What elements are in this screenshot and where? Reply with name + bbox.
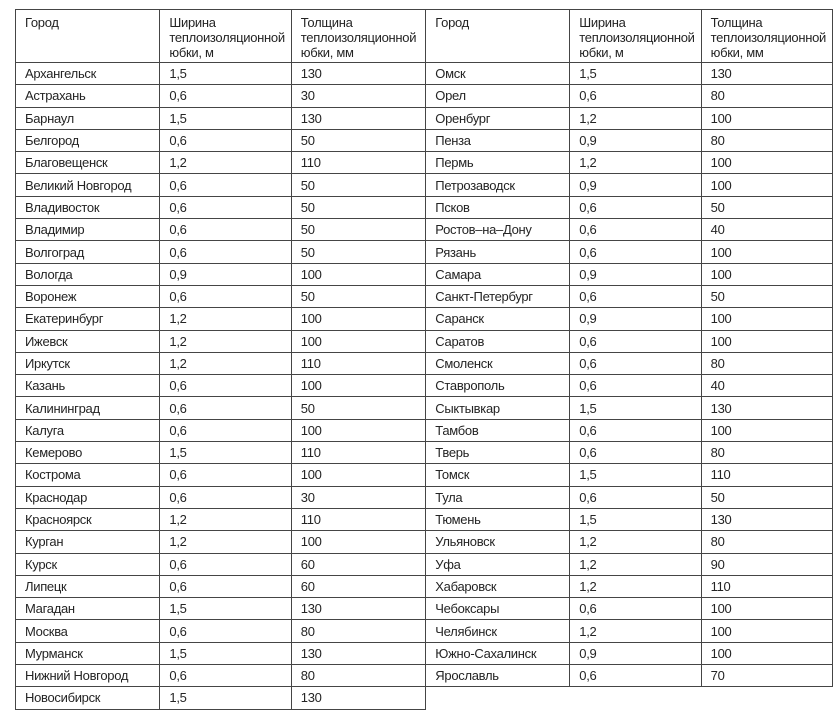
city-cell: Уфа: [426, 553, 570, 575]
city-cell: Новосибирск: [16, 687, 160, 709]
skirt-width-cell: 1,2: [570, 152, 701, 174]
city-cell: Кострома: [16, 464, 160, 486]
skirt-thickness-cell: 50: [701, 285, 832, 307]
skirt-thickness-cell: 30: [291, 486, 426, 508]
right-table-header: [426, 10, 833, 63]
table-row: [16, 553, 426, 575]
skirt-width-cell: 1,2: [160, 330, 291, 352]
table-row: [16, 575, 426, 597]
table-row: [16, 687, 426, 709]
skirt-width-cell: 0,6: [160, 665, 291, 687]
skirt-width-cell: 0,6: [570, 196, 701, 218]
skirt-width-cell: 1,5: [570, 397, 701, 419]
city-cell: Санкт-Петербург: [426, 285, 570, 307]
skirt-thickness-cell: 50: [291, 397, 426, 419]
skirt-width-cell: 1,5: [160, 107, 291, 129]
skirt-thickness-cell: 50: [291, 285, 426, 307]
table-row: [426, 174, 833, 196]
table-row: [16, 308, 426, 330]
skirt-width-cell: 1,5: [570, 508, 701, 530]
table-row: [426, 196, 833, 218]
skirt-width-cell: 0,6: [160, 575, 291, 597]
city-cell: Барнаул: [16, 107, 160, 129]
city-cell: Оренбург: [426, 107, 570, 129]
header-skirt-thickness: Толщина теплоизоляционной юбки, мм: [701, 10, 832, 63]
city-cell: Псков: [426, 196, 570, 218]
city-cell: Архангельск: [16, 63, 160, 85]
city-cell: Тула: [426, 486, 570, 508]
skirt-thickness-cell: 100: [291, 308, 426, 330]
city-cell: Тверь: [426, 442, 570, 464]
city-cell: Смоленск: [426, 352, 570, 374]
table-row: [16, 285, 426, 307]
skirt-thickness-cell: 50: [291, 219, 426, 241]
skirt-width-cell: 1,2: [570, 107, 701, 129]
skirt-width-cell: 0,6: [160, 196, 291, 218]
city-cell: Иркутск: [16, 352, 160, 374]
table-row: [16, 263, 426, 285]
tables-container: [15, 9, 833, 710]
table-row: [16, 397, 426, 419]
skirt-thickness-cell: 40: [701, 375, 832, 397]
skirt-thickness-cell: 80: [701, 531, 832, 553]
skirt-thickness-cell: 130: [291, 107, 426, 129]
city-cell: Нижний Новгород: [16, 665, 160, 687]
city-cell: Тюмень: [426, 508, 570, 530]
skirt-width-cell: 0,6: [160, 285, 291, 307]
skirt-width-cell: 0,9: [160, 263, 291, 285]
skirt-width-cell: 1,2: [570, 575, 701, 597]
table-row: [16, 352, 426, 374]
table-row: [426, 508, 833, 530]
table-row: [426, 575, 833, 597]
skirt-width-cell: 0,9: [570, 642, 701, 664]
skirt-thickness-cell: 80: [701, 129, 832, 151]
skirt-width-cell: 1,2: [160, 508, 291, 530]
header-skirt-width: Ширина теплоизоляционной юбки, м: [570, 10, 701, 63]
skirt-width-cell: 0,6: [160, 486, 291, 508]
table-row: [426, 308, 833, 330]
skirt-thickness-cell: 130: [291, 687, 426, 709]
skirt-width-cell: 1,2: [160, 308, 291, 330]
skirt-width-cell: 0,6: [160, 219, 291, 241]
skirt-width-cell: 0,6: [160, 397, 291, 419]
skirt-thickness-cell: 130: [701, 63, 832, 85]
skirt-width-cell: 0,6: [160, 174, 291, 196]
city-cell: Москва: [16, 620, 160, 642]
header-row: [16, 10, 426, 63]
city-cell: Саранск: [426, 308, 570, 330]
skirt-thickness-cell: 50: [701, 196, 832, 218]
header-row: [426, 10, 833, 63]
city-cell: Волгоград: [16, 241, 160, 263]
skirt-thickness-cell: 50: [291, 241, 426, 263]
table-row: [426, 285, 833, 307]
skirt-thickness-cell: 100: [291, 531, 426, 553]
skirt-width-cell: 1,5: [160, 442, 291, 464]
skirt-width-cell: 1,5: [160, 687, 291, 709]
skirt-thickness-cell: 130: [701, 397, 832, 419]
skirt-thickness-cell: 60: [291, 553, 426, 575]
skirt-thickness-cell: 100: [291, 464, 426, 486]
city-cell: Владимир: [16, 219, 160, 241]
skirt-width-cell: 1,5: [160, 642, 291, 664]
skirt-thickness-cell: 110: [291, 352, 426, 374]
left-table-body: [16, 63, 426, 710]
table-row: [426, 263, 833, 285]
city-cell: Чебоксары: [426, 598, 570, 620]
table-row: [16, 85, 426, 107]
table-row: [16, 330, 426, 352]
skirt-thickness-cell: 110: [701, 575, 832, 597]
city-cell: Краснодар: [16, 486, 160, 508]
city-cell: Курск: [16, 553, 160, 575]
skirt-width-cell: 0,6: [570, 241, 701, 263]
city-skirt-table-left: [15, 9, 426, 710]
table-row: [426, 241, 833, 263]
skirt-thickness-cell: 90: [701, 553, 832, 575]
right-table-body: [426, 63, 833, 687]
skirt-thickness-cell: 110: [291, 152, 426, 174]
city-cell: Южно-Сахалинск: [426, 642, 570, 664]
city-cell: Кемерово: [16, 442, 160, 464]
table-row: [426, 620, 833, 642]
skirt-width-cell: 0,6: [570, 419, 701, 441]
table-row: [16, 598, 426, 620]
skirt-thickness-cell: 100: [701, 263, 832, 285]
city-cell: Пенза: [426, 129, 570, 151]
city-skirt-table-right: [425, 9, 833, 687]
skirt-width-cell: 0,6: [570, 352, 701, 374]
city-cell: Ставрополь: [426, 375, 570, 397]
skirt-width-cell: 0,6: [570, 598, 701, 620]
skirt-thickness-cell: 130: [291, 63, 426, 85]
skirt-thickness-cell: 50: [701, 486, 832, 508]
table-row: [426, 330, 833, 352]
city-cell: Ярославль: [426, 665, 570, 687]
table-row: [16, 129, 426, 151]
skirt-thickness-cell: 70: [701, 665, 832, 687]
skirt-width-cell: 0,6: [570, 665, 701, 687]
skirt-thickness-cell: 110: [291, 442, 426, 464]
table-row: [16, 665, 426, 687]
city-cell: Саратов: [426, 330, 570, 352]
skirt-width-cell: 0,6: [160, 553, 291, 575]
skirt-width-cell: 1,5: [570, 63, 701, 85]
city-cell: Омск: [426, 63, 570, 85]
skirt-thickness-cell: 60: [291, 575, 426, 597]
city-cell: Томск: [426, 464, 570, 486]
city-cell: Калининград: [16, 397, 160, 419]
table-row: [16, 219, 426, 241]
city-cell: Рязань: [426, 241, 570, 263]
skirt-thickness-cell: 50: [291, 174, 426, 196]
skirt-thickness-cell: 50: [291, 129, 426, 151]
city-cell: Орел: [426, 85, 570, 107]
skirt-thickness-cell: 100: [701, 152, 832, 174]
header-skirt-thickness: Толщина теплоизоляционной юбки, мм: [291, 10, 426, 63]
city-cell: Магадан: [16, 598, 160, 620]
left-table-header: [16, 10, 426, 63]
table-row: [426, 107, 833, 129]
skirt-width-cell: 0,6: [570, 375, 701, 397]
table-row: [16, 196, 426, 218]
city-cell: Челябинск: [426, 620, 570, 642]
skirt-width-cell: 0,6: [570, 330, 701, 352]
skirt-thickness-cell: 100: [701, 419, 832, 441]
skirt-thickness-cell: 100: [701, 598, 832, 620]
table-row: [426, 397, 833, 419]
city-cell: Белгород: [16, 129, 160, 151]
table-row: [426, 464, 833, 486]
city-cell: Ростов–на–Дону: [426, 219, 570, 241]
city-cell: Красноярск: [16, 508, 160, 530]
city-cell: Сыктывкар: [426, 397, 570, 419]
skirt-width-cell: 0,6: [160, 375, 291, 397]
skirt-thickness-cell: 80: [291, 665, 426, 687]
skirt-width-cell: 0,6: [570, 219, 701, 241]
city-cell: Воронеж: [16, 285, 160, 307]
skirt-width-cell: 1,5: [160, 598, 291, 620]
table-row: [426, 129, 833, 151]
city-cell: Владивосток: [16, 196, 160, 218]
skirt-thickness-cell: 40: [701, 219, 832, 241]
table-row: [16, 486, 426, 508]
table-row: [16, 174, 426, 196]
table-row: [426, 419, 833, 441]
skirt-width-cell: 0,9: [570, 263, 701, 285]
skirt-width-cell: 0,6: [570, 486, 701, 508]
table-row: [16, 241, 426, 263]
skirt-thickness-cell: 100: [291, 375, 426, 397]
skirt-width-cell: 0,6: [570, 285, 701, 307]
skirt-thickness-cell: 80: [701, 352, 832, 374]
skirt-thickness-cell: 110: [291, 508, 426, 530]
table-row: [426, 553, 833, 575]
skirt-width-cell: 0,6: [160, 129, 291, 151]
skirt-width-cell: 0,6: [160, 620, 291, 642]
table-row: [426, 375, 833, 397]
header-city: Город: [16, 10, 160, 63]
table-row: [426, 63, 833, 85]
skirt-thickness-cell: 130: [701, 508, 832, 530]
skirt-width-cell: 1,5: [570, 464, 701, 486]
table-row: [426, 352, 833, 374]
city-cell: Петрозаводск: [426, 174, 570, 196]
city-cell: Астрахань: [16, 85, 160, 107]
city-cell: Калуга: [16, 419, 160, 441]
skirt-width-cell: 0,9: [570, 308, 701, 330]
skirt-thickness-cell: 100: [701, 241, 832, 263]
table-row: [16, 531, 426, 553]
skirt-thickness-cell: 100: [701, 107, 832, 129]
skirt-thickness-cell: 100: [291, 419, 426, 441]
table-row: [426, 442, 833, 464]
city-cell: Хабаровск: [426, 575, 570, 597]
skirt-thickness-cell: 50: [291, 196, 426, 218]
table-row: [426, 598, 833, 620]
skirt-width-cell: 0,6: [160, 419, 291, 441]
table-row: [426, 85, 833, 107]
table-row: [16, 508, 426, 530]
skirt-width-cell: 1,2: [570, 553, 701, 575]
header-city: Город: [426, 10, 570, 63]
skirt-thickness-cell: 100: [701, 174, 832, 196]
table-row: [16, 620, 426, 642]
skirt-thickness-cell: 100: [291, 263, 426, 285]
table-row: [426, 486, 833, 508]
skirt-thickness-cell: 80: [291, 620, 426, 642]
skirt-width-cell: 1,2: [160, 352, 291, 374]
skirt-width-cell: 1,2: [160, 152, 291, 174]
city-cell: Ижевск: [16, 330, 160, 352]
skirt-width-cell: 0,9: [570, 174, 701, 196]
city-cell: Самара: [426, 263, 570, 285]
skirt-width-cell: 1,5: [160, 63, 291, 85]
city-cell: Вологда: [16, 263, 160, 285]
skirt-thickness-cell: 100: [701, 620, 832, 642]
city-cell: Благовещенск: [16, 152, 160, 174]
city-cell: Казань: [16, 375, 160, 397]
skirt-width-cell: 0,6: [570, 442, 701, 464]
table-row: [16, 63, 426, 85]
table-row: [16, 464, 426, 486]
city-cell: Екатеринбург: [16, 308, 160, 330]
table-row: [16, 107, 426, 129]
skirt-thickness-cell: 100: [291, 330, 426, 352]
skirt-thickness-cell: 100: [701, 330, 832, 352]
table-row: [16, 419, 426, 441]
table-row: [16, 642, 426, 664]
skirt-thickness-cell: 100: [701, 642, 832, 664]
city-cell: Липецк: [16, 575, 160, 597]
skirt-width-cell: 1,2: [570, 620, 701, 642]
header-skirt-width: Ширина теплоизоляционной юбки, м: [160, 10, 291, 63]
skirt-width-cell: 0,6: [160, 85, 291, 107]
skirt-width-cell: 1,2: [570, 531, 701, 553]
skirt-width-cell: 0,6: [160, 241, 291, 263]
skirt-thickness-cell: 80: [701, 442, 832, 464]
table-row: [16, 152, 426, 174]
table-row: [426, 665, 833, 687]
table-row: [426, 219, 833, 241]
skirt-width-cell: 0,9: [570, 129, 701, 151]
city-cell: Ульяновск: [426, 531, 570, 553]
table-row: [426, 642, 833, 664]
city-cell: Курган: [16, 531, 160, 553]
city-cell: Мурманск: [16, 642, 160, 664]
table-row: [16, 375, 426, 397]
skirt-thickness-cell: 110: [701, 464, 832, 486]
skirt-thickness-cell: 130: [291, 642, 426, 664]
city-cell: Великий Новгород: [16, 174, 160, 196]
table-row: [16, 442, 426, 464]
table-row: [426, 531, 833, 553]
skirt-thickness-cell: 30: [291, 85, 426, 107]
skirt-width-cell: 1,2: [160, 531, 291, 553]
city-cell: Тамбов: [426, 419, 570, 441]
skirt-thickness-cell: 130: [291, 598, 426, 620]
skirt-thickness-cell: 100: [701, 308, 832, 330]
skirt-width-cell: 0,6: [570, 85, 701, 107]
skirt-thickness-cell: 80: [701, 85, 832, 107]
city-cell: Пермь: [426, 152, 570, 174]
table-row: [426, 152, 833, 174]
skirt-width-cell: 0,6: [160, 464, 291, 486]
